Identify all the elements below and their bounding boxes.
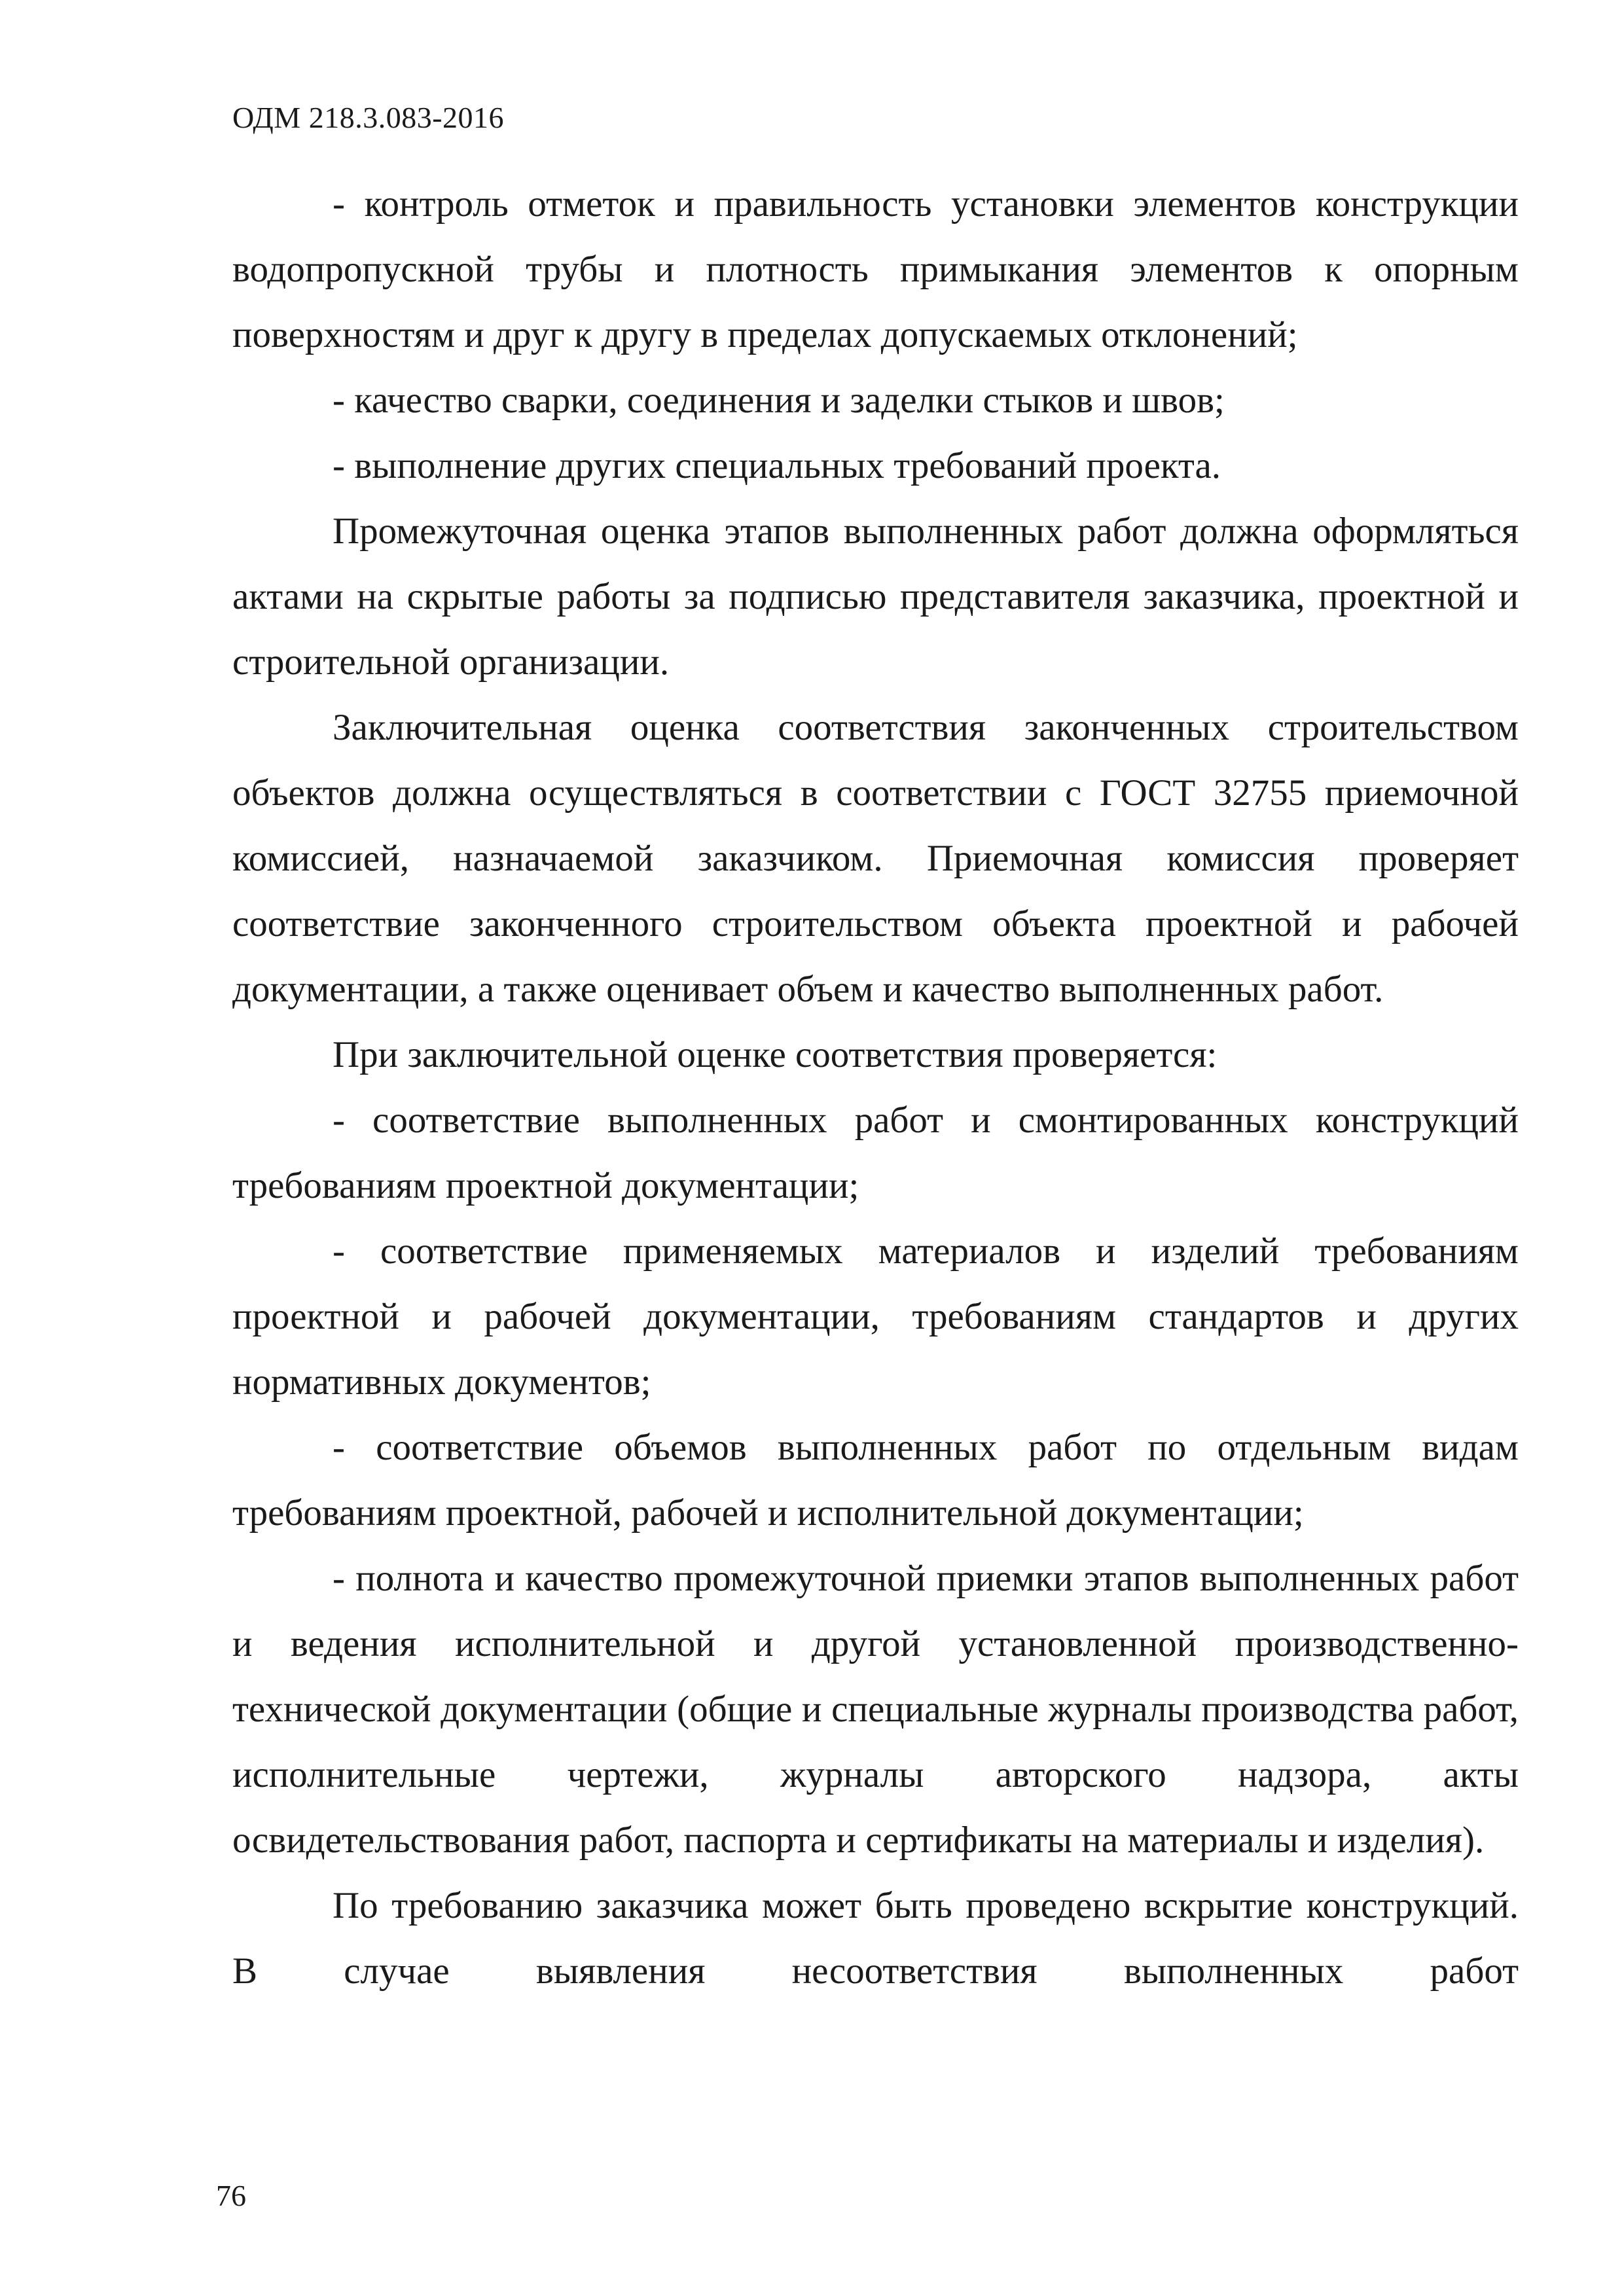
- paragraph-welding-quality: - качество сварки, соединения и заделки стыков и швов;: [333, 380, 1225, 421]
- paragraph-structure-opening: По требованию заказчика может быть проведено вскрытие конструкций. В случае выявления несоответствия выполненных работ: [232, 1885, 1519, 1992]
- paragraph-documentation-completeness: - полнота и качество промежуточной приемки этапов выполненных работ и ведения исполнительной и другой установленной производственно-технической документации (общие и специальные журналы производства работ, исполнительные чертежи, журналы авторского надзора, акты освидетельствования работ, паспорта и сертификаты на материалы и изделия).: [232, 1558, 1519, 1861]
- page-number: 76: [216, 2179, 246, 2212]
- document-code-header: ОДМ 218.3.083-2016: [232, 101, 505, 134]
- paragraph-control-marks: - контроль отметок и правильность установки элементов конструкции водопропускной трубы и плотность примыкания элементов к опорным поверхностям и друг к другу в пределах допускаемых отклонений;: [232, 183, 1519, 355]
- paragraph-intermediate-assessment: Промежуточная оценка этапов выполненных работ должна оформляться актами на скрытые работы за подписью представителя заказчика, проектной и строительной организации.: [232, 511, 1519, 683]
- paragraph-special-requirements: - выполнение других специальных требований проекта.: [333, 445, 1221, 486]
- document-body: [232, 171, 1519, 2004]
- paragraph-works-compliance: - соответствие выполненных работ и смонтированных конструкций требованиям проектной документации;: [232, 1100, 1519, 1206]
- paragraph-final-assessment: Заключительная оценка соответствия законченных строительством объектов должна осуществляться в соответствии с ГОСТ 32755 приемочной комиссией, назначаемой заказчиком. Приемочная комиссия проверяет соответствие законченного строительством объекта проектной и рабочей документации, а также оценивает объем и качество выполненных работ.: [232, 707, 1519, 1010]
- paragraph-volumes-compliance: - соответствие объемов выполненных работ по отдельным видам требованиям проектной, рабочей и исполнительной документации;: [232, 1427, 1519, 1534]
- paragraph-materials-compliance: - соответствие применяемых материалов и изделий требованиям проектной и рабочей документации, требованиям стандартов и других нормативных документов;: [232, 1230, 1519, 1403]
- paragraph-final-checks-intro: При заключительной оценке соответствия проверяется:: [333, 1034, 1218, 1075]
